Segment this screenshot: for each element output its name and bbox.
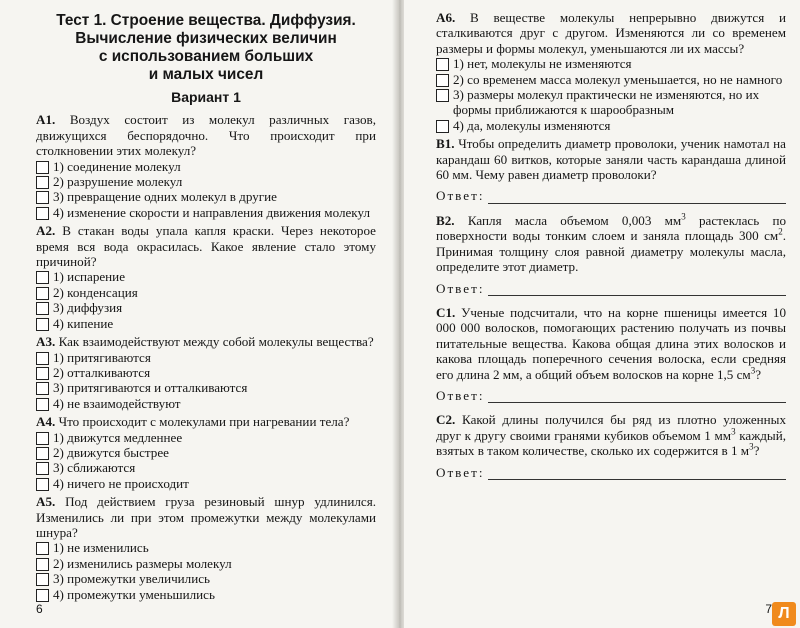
variant-heading: Вариант 1 — [171, 89, 241, 105]
checkbox[interactable] — [36, 352, 49, 365]
answer-label: Ответ: — [436, 464, 485, 480]
option[interactable] — [36, 269, 376, 284]
option[interactable] — [36, 430, 376, 445]
superscript: 2 — [778, 226, 783, 237]
option-label: 2) конденсация — [53, 284, 138, 300]
question-c1 — [436, 305, 786, 403]
question-id: A3. — [36, 334, 56, 350]
question-body: В веществе молекулы непрерывно движутся и сталкиваются друг с другом. Изменяются ли со временем размеры и формы молекул, уменьшаются ли их массы? — [436, 10, 786, 56]
option[interactable] — [36, 571, 376, 586]
question-body — [436, 213, 786, 274]
checkbox[interactable] — [36, 207, 49, 220]
answer-label: Ответ: — [436, 188, 485, 204]
option-label: 1) испарение — [53, 269, 126, 285]
answer-field[interactable] — [488, 391, 786, 403]
option[interactable] — [36, 189, 376, 204]
title-line: Вычисление физических величин — [75, 30, 337, 47]
left-page — [0, 0, 396, 628]
option[interactable] — [36, 476, 376, 491]
question-a1 — [36, 112, 376, 220]
question-text — [436, 136, 786, 182]
option[interactable] — [36, 540, 376, 555]
question-body: Что происходит с молекулами при нагревании тела? — [58, 414, 350, 430]
option-label: 1) нет, молекулы не изменяются — [453, 56, 632, 72]
option-label: 1) притягиваются — [53, 349, 151, 365]
checkbox[interactable] — [36, 573, 49, 586]
option-label: 4) кипение — [53, 315, 114, 331]
options-list — [36, 430, 376, 492]
question-text — [436, 412, 786, 458]
superscript: 3 — [749, 441, 754, 452]
option[interactable] — [36, 205, 376, 220]
option[interactable] — [36, 159, 376, 174]
answer-field[interactable] — [488, 468, 786, 480]
superscript: 3 — [731, 426, 736, 437]
option-label: 2) отталкиваются — [53, 364, 151, 380]
option-label: 3) притягиваются и отталкиваются — [53, 380, 248, 396]
question-text — [36, 334, 376, 349]
answer-row — [436, 281, 786, 296]
option[interactable] — [436, 118, 786, 133]
left-column — [36, 10, 376, 605]
question-text — [436, 10, 786, 56]
question-id: B1. — [436, 136, 455, 152]
checkbox[interactable] — [36, 589, 49, 602]
question-body: Под действием груза резиновый шнур удлинился. Изменились ли при этом промежутки между молекулами шнура? — [36, 494, 376, 540]
option[interactable] — [36, 445, 376, 460]
checkbox[interactable] — [36, 191, 49, 204]
options-list — [36, 269, 376, 331]
answer-field[interactable] — [488, 192, 786, 204]
option[interactable] — [36, 587, 376, 602]
answer-row — [436, 465, 786, 480]
checkbox[interactable] — [36, 176, 49, 189]
checkbox[interactable] — [436, 74, 449, 87]
text-part: ? — [753, 443, 760, 459]
title-line: и малых чисел — [148, 66, 264, 83]
text-part: . Принимая толщину слоя равной диаметру молекулы масла, определите этот диаметр. — [436, 228, 786, 275]
question-b1 — [436, 136, 786, 204]
page-number: 7 — [765, 602, 772, 616]
question-id: A5. — [36, 494, 56, 510]
text-part: Капля масла объемом 0,003 мм — [467, 212, 682, 228]
option-label: 4) да, молекулы изменяются — [453, 117, 611, 133]
question-a2 — [36, 223, 376, 331]
question-id: A2. — [36, 223, 56, 239]
checkbox[interactable] — [36, 462, 49, 475]
test-title — [36, 12, 376, 84]
option[interactable] — [36, 460, 376, 475]
checkbox[interactable] — [36, 478, 49, 491]
question-body — [436, 305, 786, 382]
option-label: 3) превращение одних молекул в другие — [53, 189, 277, 205]
text-part: каждый, взятых в таком количестве, сколько их содержится в 1 м — [436, 427, 786, 459]
checkbox[interactable] — [36, 398, 49, 411]
answer-row — [436, 388, 786, 403]
publisher-logo-icon: Л — [772, 602, 796, 626]
question-body: Воздух состоит из молекул различных газов, движущихся беспорядочно. Что происходит при столкновении этих молекул? — [36, 112, 376, 159]
text-part: ? — [755, 366, 762, 382]
option[interactable] — [36, 300, 376, 315]
checkbox[interactable] — [36, 367, 49, 380]
right-page — [404, 0, 800, 628]
options-list — [36, 159, 376, 221]
question-text — [436, 213, 786, 275]
question-c2 — [436, 412, 786, 480]
option-label: 3) диффузия — [53, 300, 123, 316]
question-text — [436, 305, 786, 382]
option[interactable] — [436, 87, 786, 118]
title-line: Тест 1. Строение вещества. Диффузия. — [56, 12, 356, 29]
option[interactable] — [436, 72, 786, 87]
question-a5 — [36, 494, 376, 602]
checkbox[interactable] — [36, 287, 49, 300]
option-label: 1) соединение молекул — [53, 158, 181, 174]
title-line: с использованием больших — [98, 48, 314, 65]
question-a4 — [36, 414, 376, 491]
checkbox[interactable] — [436, 89, 449, 102]
option[interactable] — [36, 316, 376, 331]
option-label: 1) движутся медленнее — [53, 429, 183, 445]
option-label: 4) ничего не происходит — [53, 475, 189, 491]
question-text — [36, 223, 376, 269]
checkbox[interactable] — [36, 161, 49, 174]
option-label: 3) сближаются — [53, 460, 136, 476]
option[interactable] — [36, 285, 376, 300]
text-part: Какой длины получился бы ряд из плотно уложенных друг к другу своими гранями кубиков объемом 1 мм — [436, 412, 786, 443]
checkbox[interactable] — [436, 58, 449, 71]
question-body — [436, 412, 786, 458]
option[interactable] — [36, 380, 376, 395]
right-column — [436, 10, 786, 489]
option-label: 2) со временем масса молекул уменьшается, но не намного — [453, 71, 783, 87]
option[interactable] — [436, 56, 786, 71]
checkbox[interactable] — [36, 558, 49, 571]
text-part: Ученые подсчитали, что на корне пшеницы имеется 10 000 000 волосков, помогающих растению получать из почвы питательные вещества. Какова общая длина этих волосков и какова площадь поперечного сечения волоска, если средняя его длина 2 мм, а общий объем волосков на корне 1,5 см — [436, 304, 787, 382]
checkbox[interactable] — [36, 302, 49, 315]
option-label: 2) изменились размеры молекул — [53, 555, 232, 571]
superscript: 3 — [750, 365, 756, 376]
question-id: A4. — [36, 414, 56, 430]
checkbox[interactable] — [36, 432, 49, 445]
text-part: растеклась по поверхности воды тонким слоем и заняла площадь 300 см — [436, 212, 787, 244]
option[interactable] — [36, 556, 376, 571]
question-id: A1. — [36, 112, 56, 128]
question-a3 — [36, 334, 376, 411]
option[interactable] — [36, 396, 376, 411]
question-a6 — [436, 10, 786, 133]
option-label: 4) промежутки уменьшились — [53, 586, 215, 602]
question-text — [36, 494, 376, 540]
option-label: 2) разрушение молекул — [53, 174, 183, 190]
checkbox[interactable] — [36, 318, 49, 331]
question-body: Как взаимодействуют между собой молекулы вещества? — [58, 334, 374, 350]
option-label: 3) промежутки увеличились — [53, 571, 211, 587]
answer-field[interactable] — [488, 284, 786, 296]
option-label: 4) не взаимодействуют — [53, 395, 181, 411]
question-text — [36, 112, 376, 158]
option-label: 1) не изменились — [53, 540, 149, 556]
checkbox[interactable] — [436, 120, 449, 133]
checkbox[interactable] — [36, 447, 49, 460]
superscript: 3 — [681, 211, 686, 222]
question-id: B2. — [436, 212, 455, 228]
option-label: 4) изменение скорости и направления движения молекул — [53, 204, 370, 220]
option[interactable] — [36, 350, 376, 365]
question-body: В стакан воды упала капля краски. Через некоторое время вся вода окрасилась. Какое явление стало этому причиной? — [36, 223, 376, 270]
options-list — [36, 540, 376, 602]
question-b2 — [436, 213, 786, 296]
question-id: A6. — [436, 10, 456, 25]
page-number: 6 — [36, 602, 43, 616]
checkbox[interactable] — [36, 271, 49, 284]
checkbox[interactable] — [36, 382, 49, 395]
option-label: 3) размеры молекул практически не изменяются, но их формы приближаются к шарообразным — [453, 87, 760, 118]
answer-label: Ответ: — [436, 280, 485, 296]
option[interactable] — [36, 365, 376, 380]
question-id: C2. — [436, 412, 456, 428]
options-list — [36, 350, 376, 412]
checkbox[interactable] — [36, 542, 49, 555]
question-text — [36, 414, 376, 429]
answer-label: Ответ: — [436, 387, 485, 403]
question-body: Чтобы определить диаметр проволоки, ученик намотал на карандаш 60 витков, которые заняли часть карандаша длиной 60 мм. Чему равен диаметр проволоки? — [436, 136, 786, 183]
answer-row — [436, 188, 786, 203]
option-label: 2) движутся быстрее — [53, 444, 169, 460]
question-id: C1. — [436, 304, 456, 320]
option[interactable] — [36, 174, 376, 189]
options-list — [436, 56, 786, 133]
